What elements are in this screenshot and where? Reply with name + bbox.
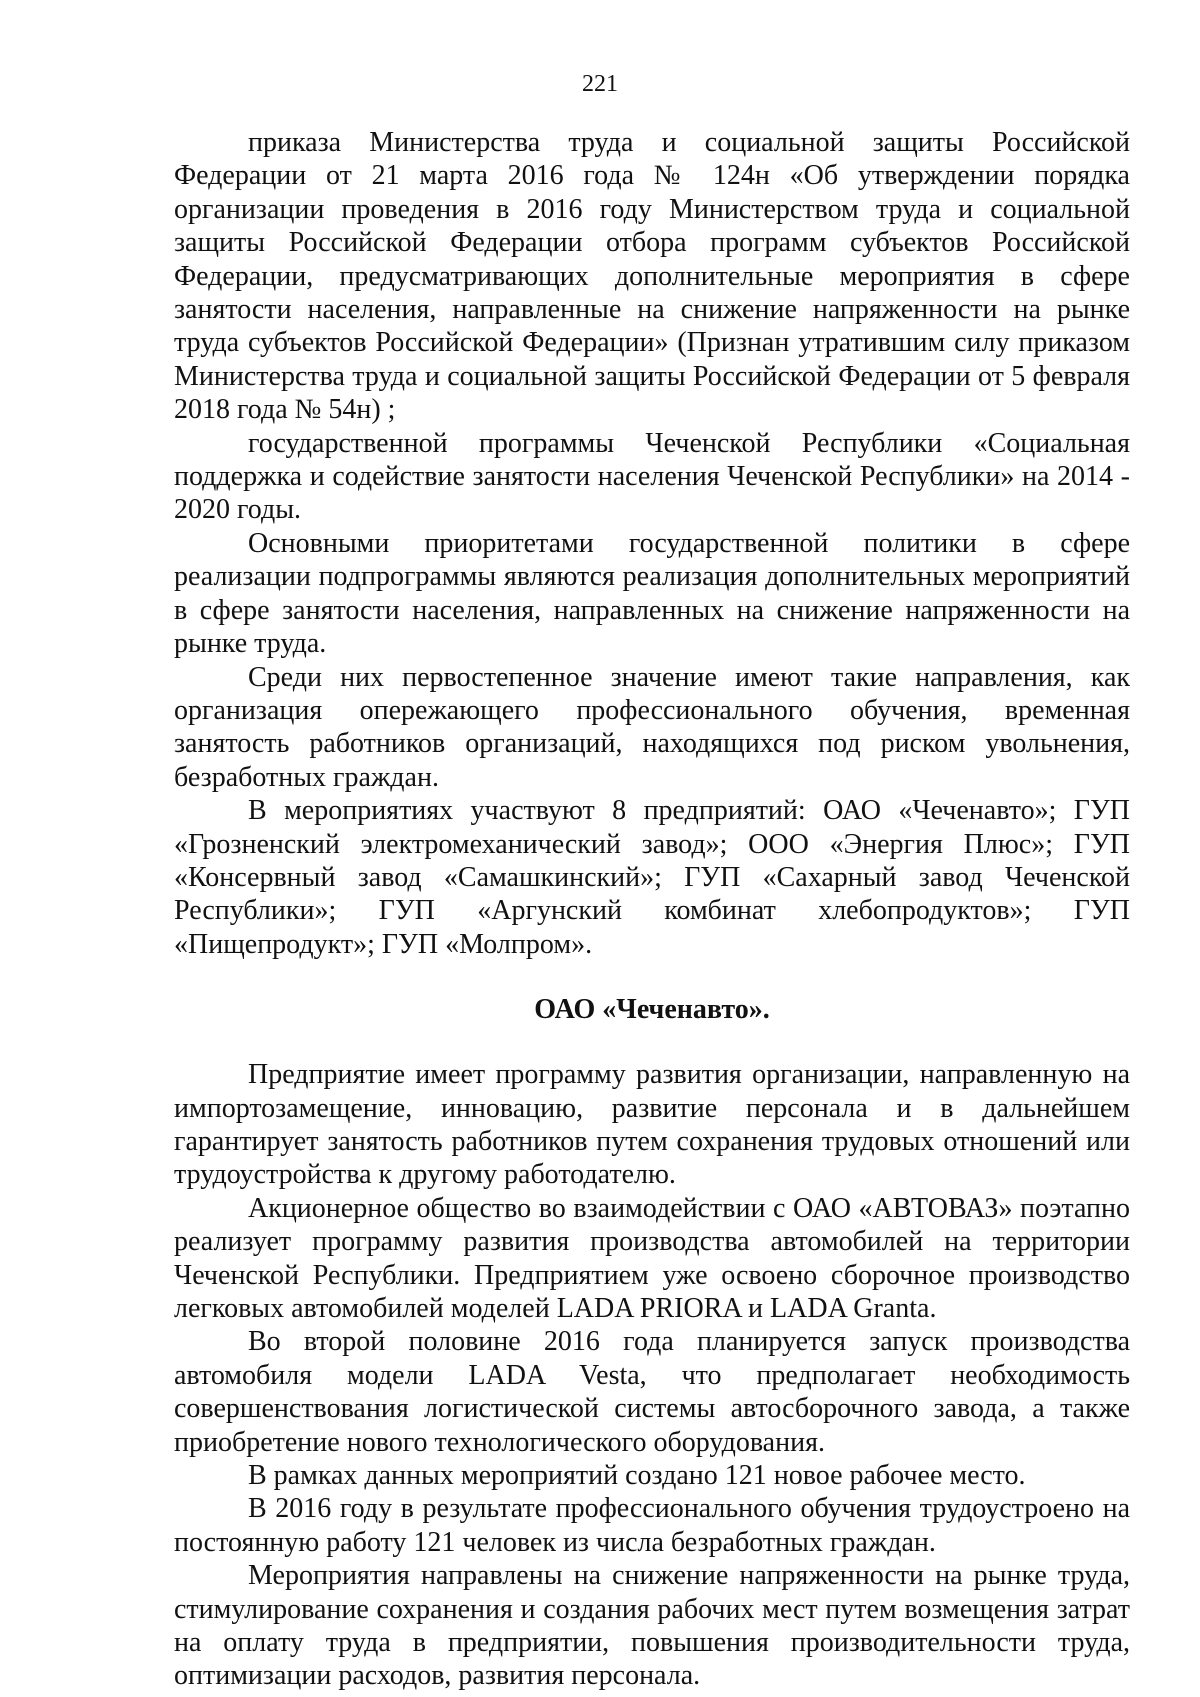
paragraph: Во второй половине 2016 года планируется запуск производства автомобиля модели LADA Vesta, что предполагает необходимость совершенствования логистической системы автосборочного завода, а также приобретение нового технологического оборудования. <box>174 1326 1130 1458</box>
paragraph: Основными приоритетами государственной политики в сфере реализации подпрограммы являются реализация дополнительных мероприятий в сфере занятости населения, направленных на снижение напряженности на рынке труда. <box>174 527 1130 660</box>
paragraph: Акционерное общество во взаимодействии с ОАО «АВТОВАЗ» поэтапно реализует программу развития производства автомобилей на территории Чеченской Республики. Предприятием уже освоено сборочное производство легковых автомобилей моделей LADA PRIORA и LADA Granta. <box>174 1192 1130 1324</box>
paragraph: В мероприятиях участвуют 8 предприятий: ОАО «Чеченавто»; ГУП «Грозненский электромеханический завод»; ООО «Энергия Плюс»; ГУП «Консервный завод «Самашкинский»; ГУП «Сахарный завод Чеченской Республики»; ГУП «Аргунский комбинат хлебопродуктов»; ГУП «Пищепродукт»; ГУП «Молпром». <box>174 795 1130 960</box>
paragraph: Мероприятия направлены на снижение напряженности на рынке труда, стимулирование сохранения и создания рабочих мест путем возмещения затрат на оплату труда в предприятии, повышения производительности труда, оптимизации расходов, развития персонала. <box>174 1560 1130 1692</box>
paragraph: В 2016 году в результате профессионального обучения трудоустроено на постоянную работу 121 человек из числа безработных граждан. <box>174 1493 1130 1558</box>
section-heading: ОАО «Чеченавто». <box>534 994 770 1026</box>
paragraph: государственной программы Чеченской Республики «Социальная поддержка и содействие занятости населения Чеченской Республики» на 2014 - 2020 годы. <box>174 427 1130 526</box>
paragraph: приказа Министерства труда и социальной защиты Российской Федерации от 21 марта 2016 года № 124н «Об утверждении порядка организации проведения в 2016 году Министерством труда и социальной защиты Российской Федерации отбора программ субъектов Российской Федерации, предусматривающих дополнительные мероприятия в сфере занятости населения, направленные на снижение напряженности на рынке труда субъектов Российской Федерации» (Признан утратившим силу приказом Министерства труда и социальной защиты Российской Федерации от 5 февраля 2018 года № 54н) ; <box>174 127 1130 426</box>
page-number: 221 <box>582 71 618 97</box>
paragraph: Предприятие имеет программу развития организации, направленную на импортозамещение, инновацию, развитие персонала и в дальнейшем гарантирует занятость работников путем сохранения трудовых отношений или трудоустройства к другому работодателю. <box>174 1059 1130 1191</box>
paragraph: В рамках данных мероприятий создано 121 новое рабочее место. <box>248 1460 1026 1492</box>
document-body <box>174 126 1130 1693</box>
paragraph: Среди них первостепенное значение имеют такие направления, как организация опережающего профессионального обучения, временная занятость работников организаций, находящихся под риском увольнения, безработных граждан. <box>174 661 1130 793</box>
